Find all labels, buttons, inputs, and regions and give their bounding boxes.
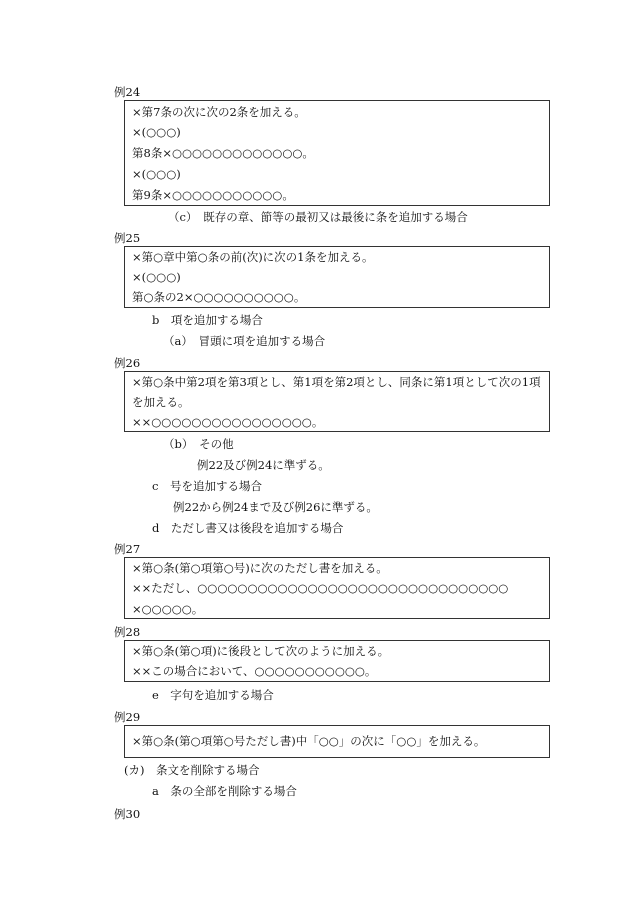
heading-c: c 号を追加する場合 — [152, 479, 262, 493]
box-line: ×第○条(第○項)に後段として次のように加える。 — [132, 644, 390, 658]
example-28-label: 例28 — [114, 625, 141, 639]
box-line: 第○条の2×○○○○○○○○○○。 — [132, 290, 306, 304]
example-27-label: 例27 — [114, 542, 141, 556]
example-28-box — [124, 640, 550, 682]
example-29-box — [124, 725, 550, 758]
heading-c-paren: （c） 既存の章、節等の最初又は最後に条を追加する場合 — [168, 210, 468, 224]
box-line: ×(○○○) — [132, 125, 181, 139]
box-line: ×第○章中第○条の前(次)に次の1条を加える。 — [132, 250, 374, 264]
box-line: ×○○○○○。 — [132, 602, 204, 616]
box-line: ××ただし、○○○○○○○○○○○○○○○○○○○○○○○○○○○○○○○ — [132, 581, 509, 595]
heading-e: e 字句を追加する場合 — [152, 688, 274, 702]
box-line: ××この場合において、○○○○○○○○○○○。 — [132, 664, 377, 678]
heading-a-paren: （a） 冒頭に項を追加する場合 — [163, 334, 326, 348]
box-line: 第8条×○○○○○○○○○○○○○。 — [132, 146, 314, 160]
box-line: ×第○条中第2項を第3項とし、第1項を第2項とし、同条に第1項として次の1項 — [132, 375, 541, 389]
example-27-box — [124, 557, 550, 619]
box-line: ×第○条(第○項第○号)に次のただし書を加える。 — [132, 561, 388, 575]
example-30-label: 例30 — [114, 807, 141, 821]
example-24-box — [124, 100, 550, 206]
example-25-label: 例25 — [114, 231, 141, 245]
box-line: ×第7条の次に次の2条を加える。 — [132, 105, 306, 119]
box-line: ××○○○○○○○○○○○○○○○○。 — [132, 415, 324, 429]
heading-a: a 条の全部を削除する場合 — [152, 784, 297, 798]
example-26-box — [124, 371, 550, 432]
heading-ka: (カ) 条文を削除する場合 — [124, 763, 260, 777]
box-line: ×第○条(第○項第○号ただし書)中「○○」の次に「○○」を加える。 — [132, 734, 486, 748]
box-line: ×(○○○) — [132, 167, 181, 181]
example-26-label: 例26 — [114, 356, 141, 370]
note-b-paren: 例22及び例24に準ずる。 — [197, 458, 330, 472]
note-c: 例22から例24まで及び例26に準ずる。 — [173, 500, 378, 514]
example-25-box — [124, 246, 550, 308]
box-line: を加える。 — [132, 395, 190, 409]
heading-d: d ただし書又は後段を追加する場合 — [152, 521, 344, 535]
box-line: 第9条×○○○○○○○○○○○。 — [132, 188, 294, 202]
heading-b: b 項を追加する場合 — [152, 313, 263, 327]
heading-b-paren: （b） その他 — [163, 437, 234, 451]
example-24-label: 例24 — [114, 85, 141, 99]
example-29-label: 例29 — [114, 710, 141, 724]
box-line: ×(○○○) — [132, 270, 181, 284]
